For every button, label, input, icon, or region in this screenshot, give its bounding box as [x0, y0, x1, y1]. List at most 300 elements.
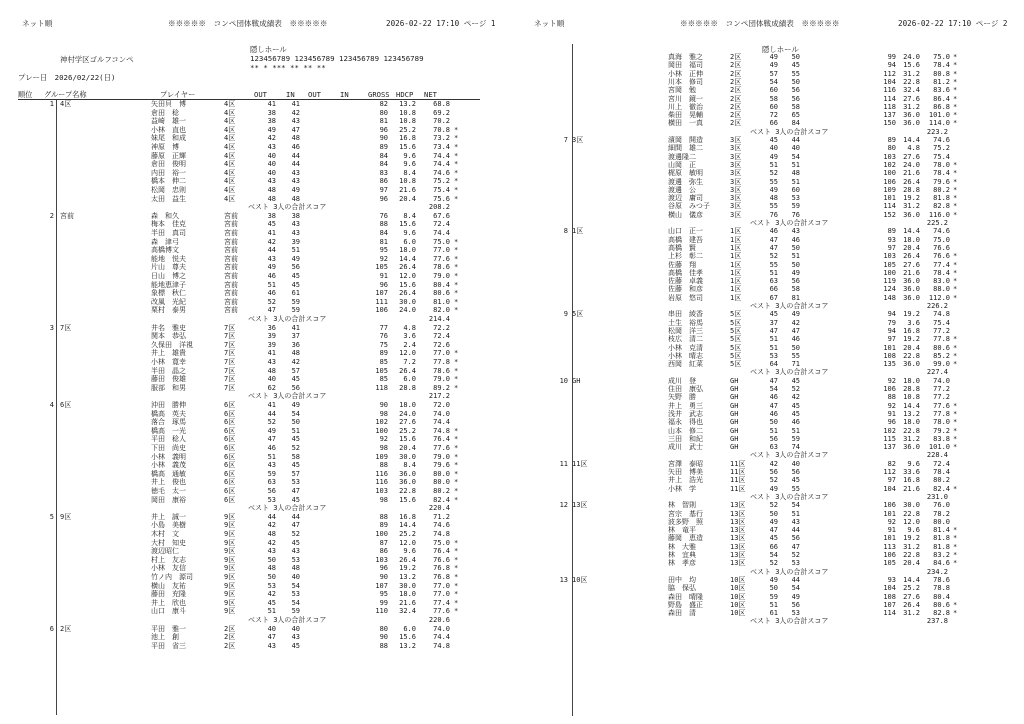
- hdcp-cell: 14.4: [399, 254, 416, 263]
- out-score-cell: 55: [769, 202, 778, 211]
- hdcp-cell: 31.2: [903, 202, 920, 211]
- net-cell: 81.2: [933, 77, 950, 86]
- net-cell: 74.8: [933, 310, 950, 319]
- excluded-mark: *: [953, 53, 958, 61]
- hdcp-cell: 4.8: [907, 144, 920, 153]
- out-score-cell: 40: [267, 168, 276, 177]
- in-score-cell: 43: [791, 517, 800, 526]
- player-name-cell: 上杉 彰二: [668, 252, 703, 261]
- rank-cell: 10: [559, 376, 568, 385]
- hdcp-cell: 21.6: [903, 169, 920, 178]
- best-three-label: ベスト 3人の合計スコア: [248, 392, 327, 401]
- gross-cell: 103: [883, 152, 896, 161]
- out-score-cell: 48: [267, 194, 276, 203]
- player-group-cell: 6区: [224, 435, 236, 444]
- excluded-mark: *: [454, 375, 459, 384]
- best-three-row: [512, 368, 1024, 376]
- player-group-cell: 宮前: [224, 237, 238, 246]
- net-cell: 80.0: [433, 478, 450, 487]
- out-score-cell: 38: [267, 108, 276, 117]
- excluded-mark: *: [953, 343, 958, 352]
- net-cell: 116.0: [928, 210, 950, 219]
- table-row: [0, 349, 512, 357]
- net-cell: 80.8: [933, 69, 950, 78]
- player-name-cell: 小林 晴志: [668, 351, 703, 360]
- table-row: [512, 86, 1024, 94]
- best-three-row: [0, 504, 512, 512]
- hdcp-cell: 28.8: [903, 385, 920, 393]
- out-score-cell: 47: [769, 376, 778, 385]
- player-name-cell: 宮宗 基行: [668, 509, 703, 518]
- hdcp-cell: 15.6: [399, 143, 416, 151]
- gross-cell: 98: [379, 444, 388, 452]
- net-cell: 68.8: [433, 100, 450, 108]
- hdcp-cell: 18.0: [903, 376, 920, 385]
- table-row: [512, 111, 1024, 119]
- table-row: [512, 227, 1024, 235]
- gross-cell: 124: [883, 285, 896, 294]
- group-name-cell: 6区: [60, 401, 72, 409]
- player-name-cell: 竹ノ内 源司: [151, 573, 193, 581]
- player-name-cell: 林 孝彦: [668, 559, 696, 568]
- player-group-cell: 5区: [730, 318, 742, 327]
- group-name-cell: 4区: [60, 100, 72, 108]
- net-cell: 74.0: [433, 624, 450, 633]
- player-group-cell: 9区: [224, 555, 236, 564]
- in-score-cell: 45: [791, 61, 800, 70]
- net-cell: 78.6: [433, 263, 450, 272]
- in-score-cell: 45: [791, 376, 800, 385]
- net-cell: 77.0: [433, 581, 450, 590]
- player-name-cell: 林 宜典: [668, 551, 696, 559]
- excluded-mark: *: [454, 478, 459, 487]
- player-name-cell: 橋高 通敏: [151, 469, 186, 478]
- excluded-mark: *: [953, 102, 958, 111]
- best-three-total: 234.2: [926, 567, 948, 576]
- table-row: [512, 310, 1024, 318]
- in-score-cell: 59: [791, 202, 800, 211]
- player-group-cell: 宮前: [224, 272, 238, 280]
- header-sort-label: ネット順: [22, 19, 53, 28]
- best-three-total: 231.0: [926, 492, 948, 501]
- player-group-cell: 4区: [224, 125, 236, 134]
- net-cell: 101.0: [928, 111, 950, 120]
- gross-cell: 107: [883, 600, 896, 609]
- player-group-cell: 5区: [730, 351, 742, 360]
- gross-cell: 90: [379, 401, 388, 409]
- player-name-cell: 井上 俊也: [151, 478, 186, 487]
- net-cell: 70.8: [433, 125, 450, 134]
- table-row: [0, 590, 512, 598]
- excluded-mark: *: [953, 418, 958, 427]
- gross-cell: 95: [379, 590, 388, 599]
- out-score-cell: 57: [769, 69, 778, 78]
- rank-cell: 11: [559, 459, 568, 468]
- table-row: [0, 564, 512, 572]
- net-cell: 80.0: [933, 517, 950, 526]
- net-cell: 78.4: [933, 169, 950, 178]
- hdcp-cell: 15.6: [399, 220, 416, 229]
- in-score-cell: 52: [791, 385, 800, 393]
- out-score-cell: 46: [267, 444, 276, 452]
- col-hdcp: HDCP: [396, 90, 414, 99]
- out-score-cell: 49: [769, 152, 778, 161]
- table-row: [512, 70, 1024, 78]
- out-score-cell: 47: [769, 401, 778, 410]
- net-cell: 79.0: [433, 452, 450, 461]
- excluded-mark: *: [953, 260, 958, 269]
- player-name-cell: 平田 雅一: [151, 624, 186, 633]
- hdcp-cell: 18.0: [903, 235, 920, 244]
- out-score-cell: 42: [267, 538, 276, 547]
- excluded-mark: *: [454, 573, 459, 581]
- excluded-mark: *: [454, 237, 459, 246]
- in-score-cell: 48: [291, 349, 300, 358]
- out-score-cell: 64: [769, 360, 778, 369]
- net-cell: 78.6: [933, 575, 950, 584]
- hdcp-cell: 9.6: [403, 151, 416, 160]
- excluded-mark: *: [454, 607, 459, 616]
- net-cell: 72.0: [433, 401, 450, 409]
- player-name-cell: 井上 勇三: [668, 401, 703, 410]
- table-row: [0, 358, 512, 366]
- net-cell: 72.4: [933, 459, 950, 468]
- in-score-cell: 50: [291, 418, 300, 427]
- in-score-cell: 54: [291, 581, 300, 590]
- net-cell: 77.6: [433, 444, 450, 452]
- in-score-cell: 56: [791, 86, 800, 95]
- table-row: [0, 169, 512, 177]
- player-group-cell: 10区: [730, 600, 746, 609]
- in-score-cell: 48: [291, 194, 300, 203]
- player-name-cell: 益崎 雄一: [151, 117, 186, 126]
- table-row: [0, 521, 512, 529]
- player-group-cell: 宮前: [224, 306, 238, 315]
- hdcp-cell: 36.0: [903, 119, 920, 128]
- excluded-mark: *: [454, 246, 459, 255]
- out-score-cell: 60: [769, 86, 778, 95]
- excluded-mark: *: [454, 160, 459, 169]
- in-score-cell: 45: [291, 641, 300, 650]
- in-score-cell: 56: [791, 468, 800, 476]
- best-three-total: 220.4: [428, 504, 450, 513]
- hdcp-cell: 20.4: [903, 343, 920, 352]
- col-group: グループ名称: [44, 90, 87, 99]
- in-score-cell: 45: [291, 495, 300, 504]
- gross-cell: 106: [375, 306, 388, 315]
- player-group-cell: 宮前: [224, 229, 238, 237]
- player-name-cell: 小林 友信: [151, 564, 186, 573]
- table-row: [0, 306, 512, 314]
- table-row: [0, 556, 512, 564]
- table-row: [512, 161, 1024, 169]
- out-score-cell: 52: [267, 297, 276, 306]
- player-group-cell: 7区: [224, 366, 236, 375]
- best-three-row: [512, 302, 1024, 310]
- out-score-cell: 46: [267, 272, 276, 280]
- rank-cell: 7: [563, 136, 568, 144]
- table-row: [512, 476, 1024, 484]
- in-score-cell: 45: [291, 538, 300, 547]
- net-cell: 77.8: [933, 409, 950, 418]
- hdcp-cell: 26.4: [399, 366, 416, 375]
- best-three-row: [0, 392, 512, 400]
- player-name-cell: 高橋 建吾: [668, 235, 703, 244]
- in-score-cell: 43: [291, 177, 300, 186]
- best-three-label: ベスト 3人の合計スコア: [248, 504, 327, 513]
- player-name-cell: 宮澤 泰昭: [668, 459, 703, 468]
- hdcp-cell: 26.4: [903, 177, 920, 186]
- net-cell: 99.0: [933, 360, 950, 369]
- gross-cell: 113: [883, 542, 896, 551]
- player-name-cell: 佐藤 和彦: [668, 285, 703, 294]
- excluded-mark: *: [953, 559, 958, 568]
- out-score-cell: 46: [769, 227, 778, 236]
- in-score-cell: 59: [291, 306, 300, 315]
- out-score-cell: 40: [267, 160, 276, 169]
- hdcp-cell: 26.4: [399, 263, 416, 272]
- player-name-cell: 小林 正伸: [668, 69, 703, 78]
- out-score-cell: 49: [769, 185, 778, 194]
- col-in2: IN: [340, 90, 349, 99]
- gross-cell: 109: [375, 452, 388, 461]
- player-name-cell: 岡田 康裕: [151, 495, 186, 504]
- group-name-cell: 11区: [572, 459, 588, 468]
- out-score-cell: 56: [769, 468, 778, 476]
- in-score-cell: 54: [291, 409, 300, 418]
- player-group-cell: 13区: [730, 551, 746, 559]
- gross-cell: 98: [379, 495, 388, 504]
- gross-cell: 89: [379, 521, 388, 530]
- in-score-cell: 51: [791, 177, 800, 186]
- out-score-cell: 52: [769, 501, 778, 510]
- out-score-cell: 54: [769, 77, 778, 86]
- hdcp-cell: 30.0: [399, 297, 416, 306]
- table-row: [0, 341, 512, 349]
- out-score-cell: 49: [769, 484, 778, 493]
- net-cell: 82.8: [933, 202, 950, 211]
- excluded-mark: *: [953, 111, 958, 120]
- player-group-cell: 7区: [224, 358, 236, 366]
- out-score-cell: 53: [267, 581, 276, 590]
- player-name-cell: 横田 一真: [668, 119, 703, 128]
- table-row: [512, 402, 1024, 410]
- hdcp-cell: 3.6: [907, 318, 920, 327]
- net-cell: 79.2: [933, 426, 950, 435]
- player-group-cell: GH: [730, 393, 739, 402]
- in-score-cell: 51: [791, 252, 800, 261]
- in-score-cell: 47: [791, 542, 800, 551]
- player-group-cell: 2区: [224, 641, 236, 650]
- player-group-cell: 3区: [730, 152, 742, 161]
- net-cell: 73.2: [433, 134, 450, 143]
- gross-cell: 135: [883, 360, 896, 369]
- hdcp-cell: 10.8: [903, 393, 920, 402]
- net-cell: 72.2: [433, 323, 450, 332]
- gross-cell: 87: [379, 538, 388, 547]
- in-score-cell: 74: [791, 443, 800, 452]
- hdcp-cell: 26.4: [903, 600, 920, 609]
- out-score-cell: 47: [769, 235, 778, 244]
- excluded-mark: *: [953, 401, 958, 410]
- gross-cell: 101: [883, 343, 896, 352]
- hidden-hole-numbers: 123456789 123456789 123456789 123456789: [250, 54, 424, 63]
- best-three-total: 227.4: [926, 368, 948, 377]
- in-score-cell: 56: [291, 263, 300, 272]
- group-name-cell: 13区: [572, 501, 588, 510]
- player-name-cell: 川本 修司: [668, 77, 703, 86]
- excluded-mark: *: [953, 94, 958, 103]
- in-score-cell: 57: [291, 469, 300, 478]
- out-score-cell: 50: [769, 418, 778, 427]
- table-row: [512, 103, 1024, 111]
- net-cell: 77.2: [933, 393, 950, 402]
- player-group-cell: 13区: [730, 526, 746, 535]
- table-row: [512, 385, 1024, 393]
- net-cell: 74.8: [433, 641, 450, 650]
- table-row: [512, 194, 1024, 202]
- excluded-mark: *: [454, 125, 459, 134]
- in-score-cell: 56: [791, 94, 800, 103]
- net-cell: 76.4: [433, 435, 450, 444]
- excluded-mark: *: [454, 444, 459, 452]
- gross-cell: 106: [883, 177, 896, 186]
- hdcp-cell: 36.0: [903, 443, 920, 452]
- out-score-cell: 43: [267, 547, 276, 556]
- table-row: [0, 625, 512, 633]
- player-group-cell: 1区: [730, 277, 742, 286]
- player-name-cell: 宮川 鏡一: [668, 94, 703, 103]
- out-score-cell: 49: [769, 575, 778, 584]
- out-score-cell: 66: [769, 542, 778, 551]
- hdcp-cell: 10.8: [399, 108, 416, 117]
- hdcp-cell: 9.6: [403, 547, 416, 556]
- net-cell: 79.0: [433, 375, 450, 384]
- excluded-mark: *: [953, 534, 958, 543]
- gross-cell: 104: [883, 77, 896, 86]
- net-cell: 77.4: [433, 598, 450, 607]
- out-score-cell: 61: [769, 609, 778, 618]
- net-cell: 75.4: [933, 318, 950, 327]
- gross-cell: 105: [883, 260, 896, 269]
- hdcp-cell: 6.0: [403, 624, 416, 633]
- net-cell: 77.0: [433, 349, 450, 358]
- table-row: [512, 593, 1024, 601]
- in-score-cell: 42: [291, 358, 300, 366]
- in-score-cell: 48: [291, 564, 300, 573]
- best-three-label: ベスト 3人の合計スコア: [248, 616, 327, 624]
- player-group-cell: 4区: [224, 117, 236, 126]
- player-group-cell: 6区: [224, 418, 236, 427]
- gross-cell: 114: [883, 609, 896, 618]
- net-cell: 84.6: [933, 559, 950, 568]
- hdcp-cell: 19.2: [903, 310, 920, 319]
- net-cell: 70.2: [433, 117, 450, 126]
- table-row: [512, 377, 1024, 385]
- excluded-mark: *: [454, 581, 459, 590]
- net-cell: 74.0: [933, 376, 950, 385]
- hdcp-cell: 14.4: [399, 521, 416, 530]
- player-name-cell: 栗村 泰男: [151, 306, 186, 315]
- gross-cell: 97: [887, 243, 896, 252]
- in-score-cell: 60: [791, 185, 800, 194]
- table-row: [512, 360, 1024, 368]
- gross-cell: 93: [887, 575, 896, 584]
- in-score-cell: 50: [791, 53, 800, 61]
- net-cell: 75.6: [433, 194, 450, 203]
- player-group-cell: 2区: [730, 86, 742, 95]
- table-row: [0, 229, 512, 237]
- gross-cell: 108: [883, 351, 896, 360]
- player-name-cell: 井名 雅史: [151, 323, 186, 332]
- player-group-cell: 4区: [224, 186, 236, 194]
- player-name-cell: 能地恵津子: [151, 280, 186, 289]
- player-name-cell: 岡田 福司: [668, 61, 703, 70]
- player-name-cell: 岩原 悠司: [668, 293, 703, 302]
- out-score-cell: 60: [769, 102, 778, 111]
- player-group-cell: 3区: [730, 185, 742, 194]
- net-cell: 77.6: [433, 607, 450, 616]
- hdcp-cell: 19.2: [903, 534, 920, 543]
- group-name-cell: 1区: [572, 227, 584, 236]
- net-cell: 88.0: [933, 285, 950, 294]
- excluded-mark: *: [454, 452, 459, 461]
- player-name-cell: 平田 省三: [151, 641, 186, 650]
- gross-cell: 90: [379, 573, 388, 581]
- best-three-total: 217.2: [428, 392, 450, 401]
- hdcp-cell: 25.2: [399, 426, 416, 435]
- player-name-cell: 落合 琢馬: [151, 418, 186, 427]
- out-score-cell: 55: [769, 260, 778, 269]
- out-score-cell: 44: [267, 512, 276, 521]
- player-name-cell: 日山 博之: [151, 272, 186, 280]
- player-group-cell: GH: [730, 426, 739, 435]
- net-cell: 83.8: [933, 434, 950, 443]
- in-score-cell: 53: [791, 559, 800, 568]
- out-score-cell: 72: [769, 111, 778, 120]
- out-score-cell: 54: [769, 551, 778, 559]
- in-score-cell: 65: [791, 111, 800, 120]
- hdcp-cell: 28.8: [399, 383, 416, 392]
- net-cell: 74.4: [433, 151, 450, 160]
- in-score-cell: 40: [791, 459, 800, 468]
- net-cell: 80.6: [933, 600, 950, 609]
- out-score-cell: 76: [769, 210, 778, 219]
- table-row: [0, 160, 512, 168]
- gross-cell: 89: [379, 349, 388, 358]
- player-name-cell: 横山 友祐: [151, 581, 186, 590]
- player-name-cell: 波多野 照: [668, 517, 703, 526]
- out-score-cell: 43: [267, 461, 276, 470]
- gross-cell: 103: [375, 487, 388, 495]
- hdcp-cell: 36.0: [903, 277, 920, 286]
- gross-cell: 105: [375, 263, 388, 272]
- out-score-cell: 50: [769, 509, 778, 518]
- gross-cell: 103: [375, 555, 388, 564]
- player-name-cell: 改風 光紀: [151, 297, 186, 306]
- player-name-cell: 橋高 英夫: [151, 409, 186, 418]
- net-cell: 72.4: [433, 220, 450, 229]
- in-score-cell: 40: [291, 624, 300, 633]
- in-score-cell: 56: [791, 534, 800, 543]
- out-score-cell: 36: [267, 323, 276, 332]
- in-score-cell: 42: [791, 318, 800, 327]
- gross-cell: 97: [887, 335, 896, 344]
- hdcp-cell: 8.4: [403, 461, 416, 470]
- gross-cell: 84: [379, 229, 388, 237]
- excluded-mark: *: [953, 409, 958, 418]
- hidden-hole-label: 隠しホール: [762, 45, 799, 54]
